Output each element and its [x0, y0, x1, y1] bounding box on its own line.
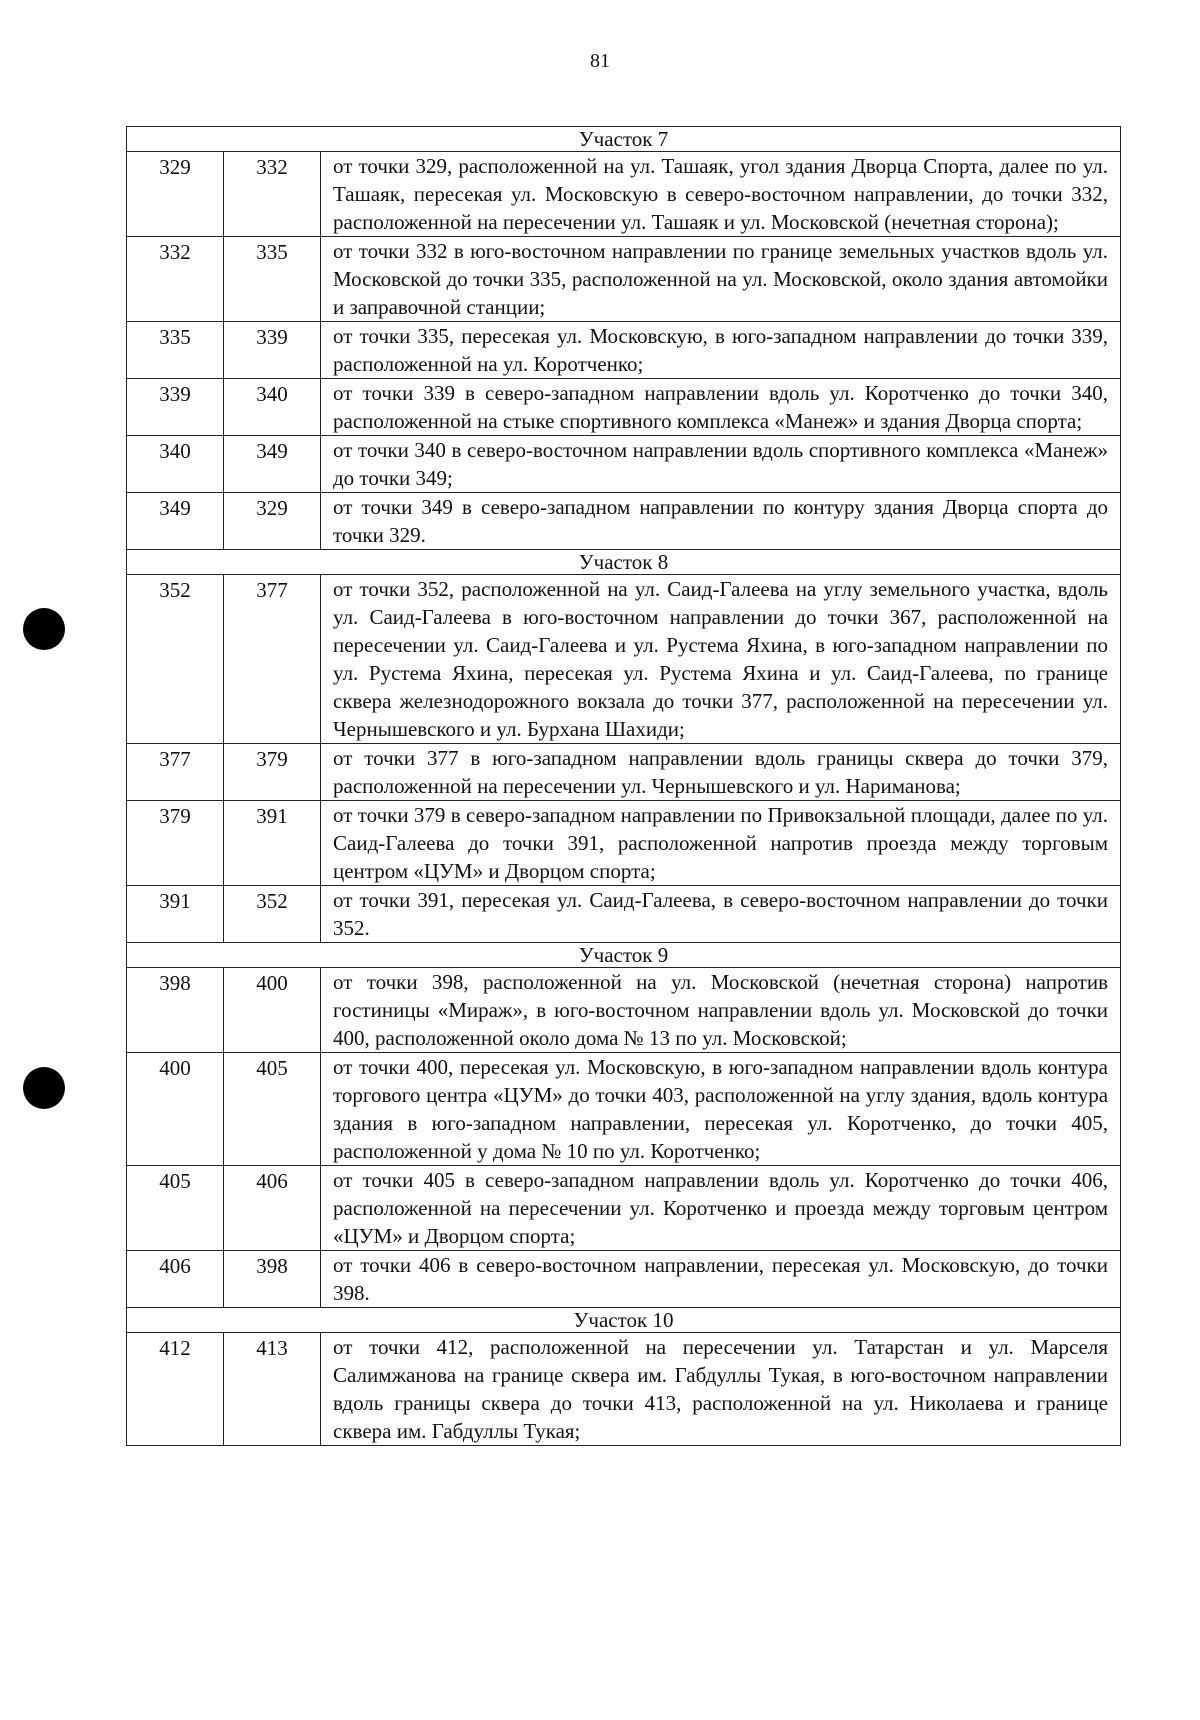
boundary-description: от точки 412, расположенной на пересечении ул. Татарстан и ул. Марселя Салимжанова на границе сквера им. Габдуллы Тукая, в юго-восточном направлении вдоль границы сквера до точки 413, расположенной на ул. Николаева и границе сквера им. Габдуллы Тукая; [321, 1333, 1121, 1446]
point-from: 377 [127, 744, 224, 801]
point-from: 340 [127, 436, 224, 493]
point-from: 329 [127, 152, 224, 237]
point-from: 406 [127, 1251, 224, 1308]
table-row [127, 1053, 1121, 1166]
point-to: 398 [224, 1251, 321, 1308]
section-header-row [127, 1308, 1121, 1333]
table-row [127, 436, 1121, 493]
section-header-row [127, 127, 1121, 152]
point-from: 339 [127, 379, 224, 436]
point-to: 406 [224, 1166, 321, 1251]
table-row [127, 493, 1121, 550]
point-from: 352 [127, 575, 224, 744]
boundary-description: от точки 400, пересекая ул. Московскую, в юго-западном направлении вдоль контура торгового центра «ЦУМ» до точки 403, расположенной на углу здания, вдоль контура здания в юго-западном направлении, пересекая ул. Коротченко, до точки 405, расположенной у дома № 10 по ул. Коротченко; [321, 1053, 1121, 1166]
section-header-row [127, 550, 1121, 575]
point-to: 405 [224, 1053, 321, 1166]
point-from: 335 [127, 322, 224, 379]
table-row [127, 152, 1121, 237]
table-row [127, 237, 1121, 322]
boundary-description: от точки 340 в северо-восточном направлении вдоль спортивного комплекса «Манеж» до точки 349; [321, 436, 1121, 493]
point-from: 332 [127, 237, 224, 322]
table-row [127, 968, 1121, 1053]
boundary-description: от точки 352, расположенной на ул. Саид-Галеева на углу земельного участка, вдоль ул. Саид-Галеева в юго-восточном направлении до точки 367, расположенной на пересечении ул. Саид-Галеева и ул. Рустема Яхина, в юго-западном направлении по ул. Рустема Яхина, пересекая ул. Рустема Яхина и ул. Саид-Галеева, по границе сквера железнодорожного вокзала до точки 377, расположенной на пересечении ул. Чернышевского и ул. Бурхана Шахиди; [321, 575, 1121, 744]
punch-hole-mark [23, 608, 65, 650]
table-row [127, 1166, 1121, 1251]
point-from: 412 [127, 1333, 224, 1446]
section-header-row [127, 943, 1121, 968]
boundary-description: от точки 405 в северо-западном направлении вдоль ул. Коротченко до точки 406, расположенной на пересечении ул. Коротченко и проезда между торговым центром «ЦУМ» и Дворцом спорта; [321, 1166, 1121, 1251]
table-row [127, 886, 1121, 943]
point-to: 340 [224, 379, 321, 436]
point-from: 349 [127, 493, 224, 550]
table-row [127, 322, 1121, 379]
table-row [127, 379, 1121, 436]
boundary-description: от точки 406 в северо-восточном направлении, пересекая ул. Московскую, до точки 398. [321, 1251, 1121, 1308]
point-from: 391 [127, 886, 224, 943]
boundary-description: от точки 398, расположенной на ул. Московской (нечетная сторона) напротив гостиницы «Мираж», в юго-восточном направлении вдоль ул. Московской до точки 400, расположенной около дома № 13 по ул. Московской; [321, 968, 1121, 1053]
section-title: Участок 8 [127, 550, 1121, 575]
point-to: 352 [224, 886, 321, 943]
point-to: 391 [224, 801, 321, 886]
section-title: Участок 10 [127, 1308, 1121, 1333]
table-row [127, 1251, 1121, 1308]
point-to: 379 [224, 744, 321, 801]
point-from: 398 [127, 968, 224, 1053]
boundary-description: от точки 335, пересекая ул. Московскую, в юго-западном направлении до точки 339, расположенной на ул. Коротченко; [321, 322, 1121, 379]
point-from: 400 [127, 1053, 224, 1166]
page-number: 81 [590, 50, 610, 72]
point-to: 400 [224, 968, 321, 1053]
punch-hole-mark [23, 1067, 65, 1109]
table-row [127, 744, 1121, 801]
point-to: 349 [224, 436, 321, 493]
point-to: 377 [224, 575, 321, 744]
section-title: Участок 9 [127, 943, 1121, 968]
table-row [127, 575, 1121, 744]
point-to: 335 [224, 237, 321, 322]
boundary-description: от точки 377 в юго-западном направлении вдоль границы сквера до точки 379, расположенной на пересечении ул. Чернышевского и ул. Нариманова; [321, 744, 1121, 801]
point-to: 339 [224, 322, 321, 379]
boundary-description: от точки 332 в юго-восточном направлении по границе земельных участков вдоль ул. Московской до точки 335, расположенной на ул. Московской, около здания автомойки и заправочной станции; [321, 237, 1121, 322]
table-row [127, 1333, 1121, 1446]
point-to: 332 [224, 152, 321, 237]
section-title: Участок 7 [127, 127, 1121, 152]
boundary-description: от точки 391, пересекая ул. Саид-Галеева, в северо-восточном направлении до точки 352. [321, 886, 1121, 943]
point-to: 329 [224, 493, 321, 550]
table-row [127, 801, 1121, 886]
point-to: 413 [224, 1333, 321, 1446]
point-from: 405 [127, 1166, 224, 1251]
boundary-table [126, 126, 1121, 1446]
boundary-description: от точки 339 в северо-западном направлении вдоль ул. Коротченко до точки 340, расположенной на стыке спортивного комплекса «Манеж» и здания Дворца спорта; [321, 379, 1121, 436]
boundary-table-body [127, 127, 1121, 1446]
point-from: 379 [127, 801, 224, 886]
boundary-description: от точки 349 в северо-западном направлении по контуру здания Дворца спорта до точки 329. [321, 493, 1121, 550]
boundary-description: от точки 329, расположенной на ул. Ташаяк, угол здания Дворца Спорта, далее по ул. Ташаяк, пересекая ул. Московскую в северо-восточном направлении, до точки 332, расположенной на пересечении ул. Ташаяк и ул. Московской (нечетная сторона); [321, 152, 1121, 237]
boundary-description: от точки 379 в северо-западном направлении по Привокзальной площади, далее по ул. Саид-Галеева до точки 391, расположенной напротив проезда между торговым центром «ЦУМ» и Дворцом спорта; [321, 801, 1121, 886]
